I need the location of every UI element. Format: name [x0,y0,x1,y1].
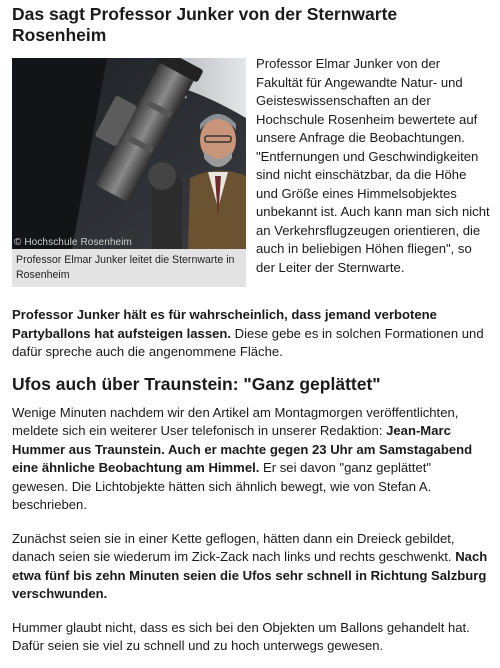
professor-opinion-rest: Diese gebe es in solchen Formationen und dafür spreche auch die angenommene Fläche. [12,325,484,359]
traunstein-text-2: Er sei davon "ganz geplättet" gewesen. Die Lichtobjekte hätten sich ähnlich bewegt, wie von Stefan A. beschrieben. [12,460,432,512]
intro-paragraph: Professor Elmar Junker von der Fakultät für Angewandte Natur- und Geisteswissenschaften an der Hochschule Rosenheim bewertete auf unsere Anfrage die Beobachtungen. "Entfernungen und Geschwindigkeiten sind nicht einschätzbar, da die Höhe und Größe eines Himmelsobjektes unbekannt ist. Auch kann man sich nicht an Verkehrsflugzeugen orientieren, die auch in beliebigen Höhen fliegen", so der Leiter der Sternwarte. [256,58,490,275]
telescope-photo-image [12,58,246,249]
professor-opinion-bold: Professor Junker hält es für wahrscheinlich, dass jemand verbotene Partyballons hat aufsteigen lassen. [12,307,437,341]
figure-caption: Professor Elmar Junker leitet die Sternwarte in Rosenheim [16,254,235,281]
paragraph-traunstein-report [12,404,490,515]
flight-pattern-text: Zunächst seien sie in einer Kette geflogen, hätten dann ein Dreieck gebildet, danach seien sie wiederum im Zick-Zack nach links und rechts geschwenkt. [12,530,456,564]
intro-section [12,58,490,291]
traunstein-bold: Jean-Marc Hummer aus Traunstein. Auch er machte gegen 23 Uhr am Samstagabend eine ähnliche Beobachtung am Himmel. [12,423,473,475]
paragraph-professor-opinion [12,306,490,362]
flight-pattern-bold: Nach etwa fünf bis zehn Minuten seien die Ufos sehr schnell in Richtung Salzburg verschwunden. [12,549,488,601]
photo-credit: © Hochschule Rosenheim [14,237,132,248]
subheading-traunstein: Ufos auch über Traunstein: "Ganz geplättet" [12,373,381,394]
telescope-photo [12,58,246,249]
paragraph-flight-pattern [12,530,490,604]
traunstein-text-1: Wenige Minuten nachdem wir den Artikel am Montagmorgen veröffentlichten, meldete sich ein weiterer User telefonisch in unserer Redaktion: [12,404,459,438]
article-heading: Das sagt Professor Junker von der Sternwarte Rosenheim [12,4,398,45]
professor-figure [12,58,246,287]
paragraph-hummer-opinion: Hummer glaubt nicht, dass es sich bei den Objekten um Ballons gehandelt hat. Dafür seien sie viel zu schnell und zu hoch unterwegs gewesen. [12,619,470,653]
